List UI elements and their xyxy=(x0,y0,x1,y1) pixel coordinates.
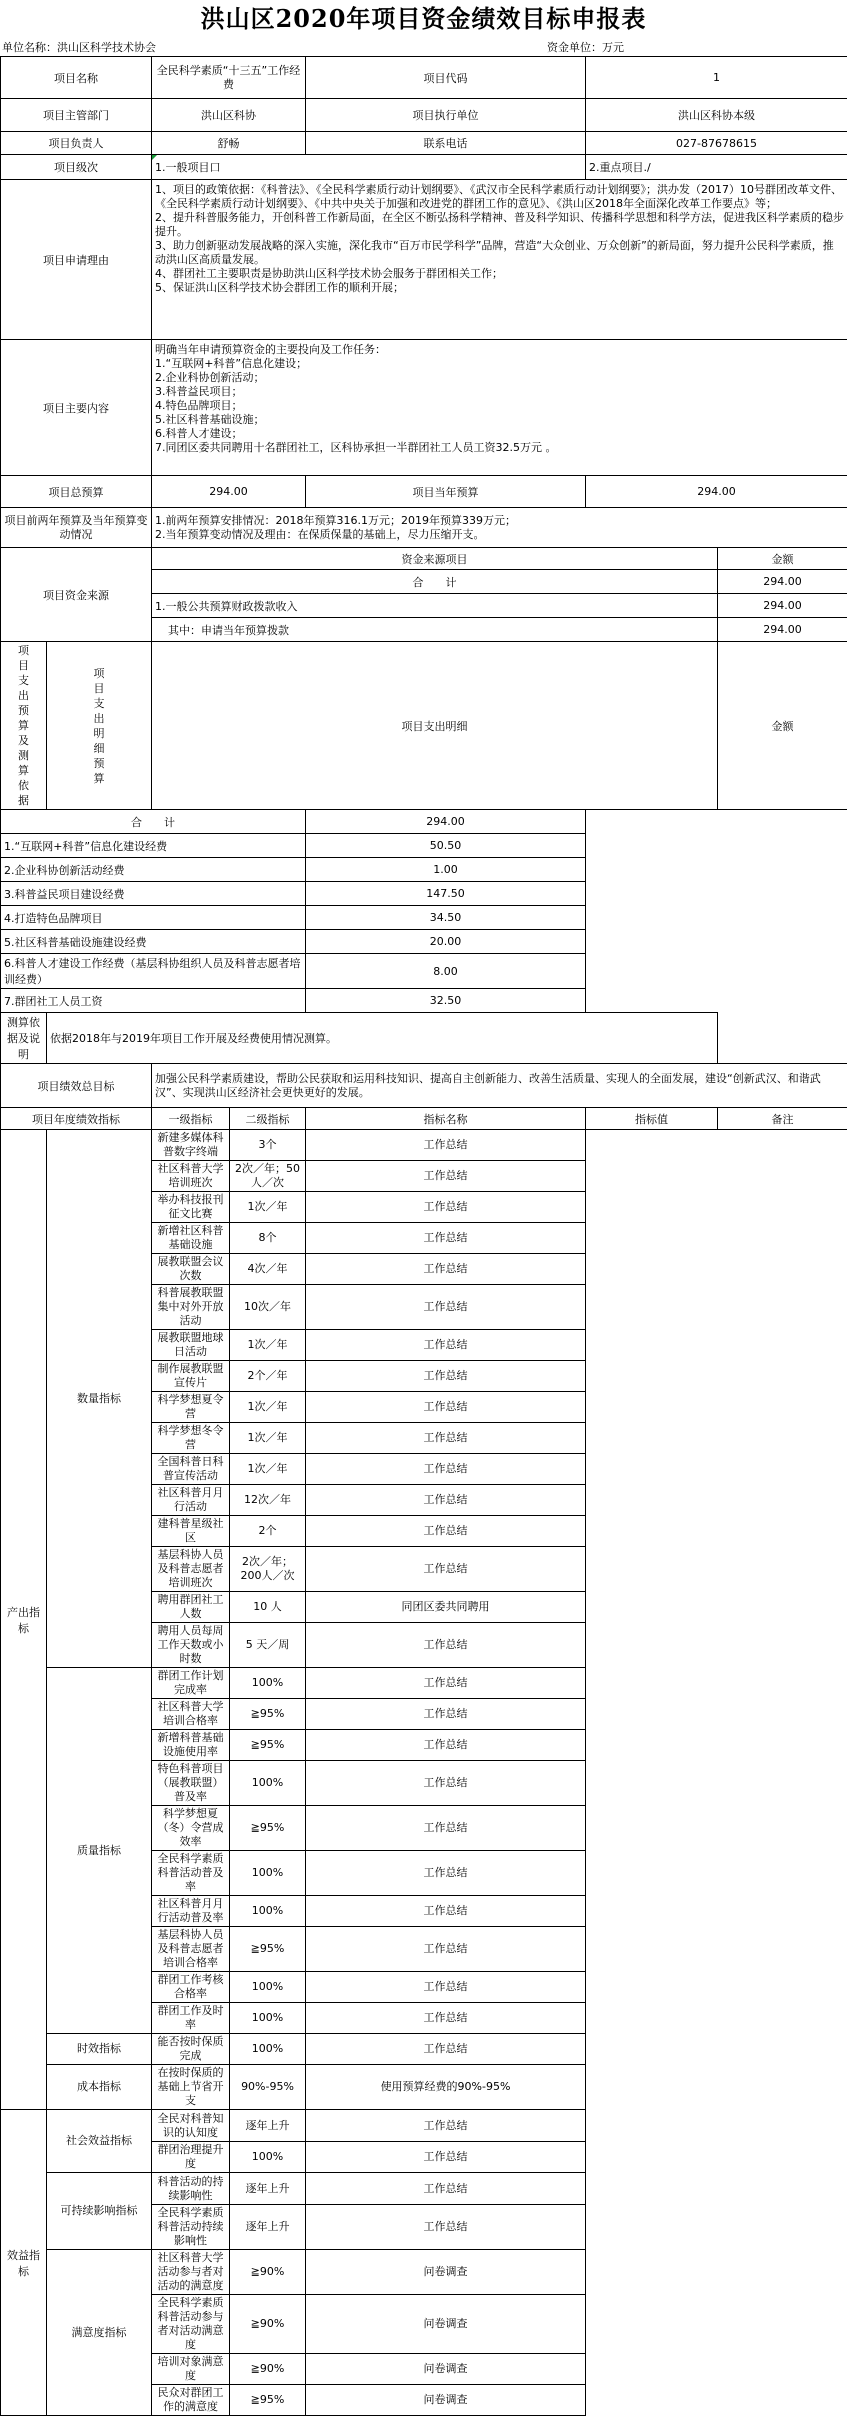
indicator-note: 工作总结 xyxy=(306,2142,586,2173)
indicator-name: 民众对群团工作的满意度 xyxy=(152,2385,230,2416)
indicator-name: 展教联盟地球日活动 xyxy=(152,1330,230,1361)
indicator-note: 工作总结 xyxy=(306,1761,586,1806)
header-note: 备注 xyxy=(718,1108,847,1130)
indicator-value: 1次／年 xyxy=(230,1192,306,1223)
indicator-note: 工作总结 xyxy=(306,1392,586,1423)
year-budget-label: 项目当年预算 xyxy=(306,476,586,508)
indicator-value: 1次／年 xyxy=(230,1330,306,1361)
indicator-name: 能否按时保质完成 xyxy=(152,2034,230,2065)
expense-row-item: 2.企业科协创新活动经费 xyxy=(1,858,306,882)
funding-col-amount: 金额 xyxy=(718,548,847,570)
indicator-note: 工作总结 xyxy=(306,2173,586,2205)
indicator-name: 群团工作考核合格率 xyxy=(152,1972,230,2003)
expense-row-item: 7.群团社工人员工资 xyxy=(1,989,306,1013)
indicator-value: 5 天／周 xyxy=(230,1623,306,1668)
basis-label: 测算依据及说明 xyxy=(1,1013,47,1064)
funding-row-item: 1.一般公共预算财政拨款收入 xyxy=(152,594,718,618)
indicator-name: 基层科协人员及科普志愿者培训班次 xyxy=(152,1547,230,1592)
goal-text: 加强公民科学素质建设，帮助公民获取和运用科技知识、提高自主创新能力、改善生活质量、实现人的全面发展，建设“创新武汉、和谐武汉”、实现洪山区经济社会更快更好的发展。 xyxy=(152,1064,847,1108)
indicator-note: 同团区委共同聘用 xyxy=(306,1592,586,1623)
level-option-general-text: 1.一般项目口 xyxy=(155,161,221,174)
indicator-name: 举办科技报刊征文比赛 xyxy=(152,1192,230,1223)
indicator-note: 工作总结 xyxy=(306,1161,586,1192)
indicator-name: 展教联盟会议次数 xyxy=(152,1254,230,1285)
indicator-value: 1次／年 xyxy=(230,1423,306,1454)
indicator-name: 新建多媒体科普数字终端 xyxy=(152,1130,230,1161)
unit-name: 单位名称：洪山区科学技术协会 xyxy=(2,39,156,55)
level2-quality: 质量指标 xyxy=(47,1668,152,2034)
funding-source-label: 项目资金来源 xyxy=(1,548,152,642)
expense-row-amount: 32.50 xyxy=(306,989,586,1013)
expense-row-amount: 1.00 xyxy=(306,858,586,882)
report-table xyxy=(0,56,847,2416)
indicator-note: 工作总结 xyxy=(306,1254,586,1285)
total-budget-label: 项目总预算 xyxy=(1,476,152,508)
content-text: 明确当年申请预算资金的主要投向及工作任务： 1.“互联网+科普”信息化建设； 2.企业科协创新活动； 3.科普益民项目； 4.特色品牌项目； 5.社区科普基础设施； 6.科普人才建设； 7.同团区委共同聘用十名群团社工，区科协承担一半群团社工人员工资32.5万元 。 xyxy=(152,340,847,476)
indicator-value: 逐年上升 xyxy=(230,2173,306,2205)
indicator-name: 社区科普大学培训合格率 xyxy=(152,1699,230,1730)
header-level1: 一级指标 xyxy=(152,1108,230,1130)
header-indicator-name: 指标名称 xyxy=(306,1108,586,1130)
indicator-note: 工作总结 xyxy=(306,1623,586,1668)
indicator-note: 工作总结 xyxy=(306,2205,586,2250)
expense-inner-label-text: 项 目 支 出 明 细 预 算 xyxy=(94,667,105,785)
expense-row-amount: 20.00 xyxy=(306,930,586,954)
expense-row-item: 4.打造特色品牌项目 xyxy=(1,906,306,930)
indicator-name: 培训对象满意度 xyxy=(152,2354,230,2385)
funding-row-item: 合 计 xyxy=(152,570,718,594)
header-indicator-value: 指标值 xyxy=(586,1108,718,1130)
goal-label: 项目绩效总目标 xyxy=(1,1064,152,1108)
expense-inner-label xyxy=(47,642,152,810)
indicator-value: 100% xyxy=(230,2142,306,2173)
indicator-name: 建科普星级社区 xyxy=(152,1516,230,1547)
expense-row-item: 1.“互联网+科普”信息化建设经费 xyxy=(1,834,306,858)
indicator-value: ≧95% xyxy=(230,2385,306,2416)
indicator-value: ≧95% xyxy=(230,1730,306,1761)
indicator-value: 3个 xyxy=(230,1130,306,1161)
indicator-value: ≧95% xyxy=(230,1927,306,1972)
indicator-value: 4次／年 xyxy=(230,1254,306,1285)
project-code-value: 1 xyxy=(586,57,847,99)
indicator-name: 社区科普月月行活动 xyxy=(152,1485,230,1516)
indicator-note: 工作总结 xyxy=(306,1699,586,1730)
indicator-value: ≧90% xyxy=(230,2295,306,2354)
indicator-name: 科学梦想夏令营 xyxy=(152,1392,230,1423)
indicator-note: 工作总结 xyxy=(306,1668,586,1699)
level2-quantity: 数量指标 xyxy=(47,1130,152,1668)
year-budget-value: 294.00 xyxy=(586,476,847,508)
expense-row-item: 合 计 xyxy=(1,810,306,834)
indicator-note: 工作总结 xyxy=(306,2034,586,2065)
expense-row-amount: 147.50 xyxy=(306,882,586,906)
indicator-name: 全民科学素质科普活动普及率 xyxy=(152,1851,230,1896)
indicator-name: 特色科普项目（展教联盟）普及率 xyxy=(152,1761,230,1806)
level-label: 项目级次 xyxy=(1,155,152,180)
unit-row xyxy=(0,38,847,56)
indicator-value: 2次／年；50人／次 xyxy=(230,1161,306,1192)
indicator-note: 工作总结 xyxy=(306,1972,586,2003)
level1-output: 产出指标 xyxy=(1,1130,47,2110)
funding-col-item: 资金来源项目 xyxy=(152,548,718,570)
indicator-value: 2个 xyxy=(230,1516,306,1547)
expense-row-item: 5.社区科普基础设施建设经费 xyxy=(1,930,306,954)
phone-value: 027-87678615 xyxy=(586,132,847,155)
reason-label: 项目申请理由 xyxy=(1,180,152,340)
level2-sustain: 可持续影响指标 xyxy=(47,2173,152,2250)
level2-timeliness: 时效指标 xyxy=(47,2034,152,2065)
header-level2: 二级指标 xyxy=(230,1108,306,1130)
indicator-value: 100% xyxy=(230,1896,306,1927)
indicator-value: 2次／年；200人／次 xyxy=(230,1547,306,1592)
indicator-name: 在按时保质的基础上节省开支 xyxy=(152,2065,230,2110)
indicator-name: 科普展教联盟集中对外开放活动 xyxy=(152,1285,230,1330)
indicator-name: 全民科学素质科普活动持续影响性 xyxy=(152,2205,230,2250)
project-name-label: 项目名称 xyxy=(1,57,152,99)
annual-label: 项目年度绩效指标 xyxy=(1,1108,152,1130)
indicator-name: 新增科普基础设施使用率 xyxy=(152,1730,230,1761)
indicator-note: 工作总结 xyxy=(306,1851,586,1896)
funding-row-amount: 294.00 xyxy=(718,570,847,594)
owner-value: 舒畅 xyxy=(152,132,306,155)
funding-row-amount: 294.00 xyxy=(718,618,847,642)
indicator-value: 10次／年 xyxy=(230,1285,306,1330)
indicator-note: 工作总结 xyxy=(306,1730,586,1761)
funding-row-amount: 294.00 xyxy=(718,594,847,618)
indicator-note: 工作总结 xyxy=(306,1896,586,1927)
expense-outer-label xyxy=(1,642,47,810)
indicator-value: 12次／年 xyxy=(230,1485,306,1516)
indicator-note: 工作总结 xyxy=(306,2003,586,2034)
basis-text: 依据2018年与2019年项目工作开展及经费使用情况测算。 xyxy=(47,1013,718,1064)
indicator-name: 社区科普月月行活动普及率 xyxy=(152,1896,230,1927)
level2-satisfaction: 满意度指标 xyxy=(47,2250,152,2416)
expense-row-item: 6.科普人才建设工作经费（基层科协组织人员及科普志愿者培训经费） xyxy=(1,954,306,989)
indicator-note: 问卷调查 xyxy=(306,2250,586,2295)
indicator-name: 群团工作及时率 xyxy=(152,2003,230,2034)
indicator-name: 制作展教联盟宣传片 xyxy=(152,1361,230,1392)
indicator-note: 工作总结 xyxy=(306,1806,586,1851)
indicator-name: 全民科学素质科普活动参与者对活动满意度 xyxy=(152,2295,230,2354)
indicator-name: 群团工作计划完成率 xyxy=(152,1668,230,1699)
expense-row-amount: 34.50 xyxy=(306,906,586,930)
indicator-name: 科学梦想夏（冬）令营成效率 xyxy=(152,1806,230,1851)
indicator-name: 聘用群团社工人数 xyxy=(152,1592,230,1623)
indicator-name: 科学梦想冬令营 xyxy=(152,1423,230,1454)
indicator-name: 基层科协人员及科普志愿者培训合格率 xyxy=(152,1927,230,1972)
phone-label: 联系电话 xyxy=(306,132,586,155)
indicator-value: 100% xyxy=(230,1761,306,1806)
indicator-value: ≧95% xyxy=(230,1699,306,1730)
expense-row-amount: 50.50 xyxy=(306,834,586,858)
budget-change-label: 项目前两年预算及当年预算变动情况 xyxy=(1,508,152,548)
indicator-value: 10 人 xyxy=(230,1592,306,1623)
indicator-value: 1次／年 xyxy=(230,1392,306,1423)
dept-value: 洪山区科协 xyxy=(152,99,306,132)
indicator-name: 社区科普大学活动参与者对活动的满意度 xyxy=(152,2250,230,2295)
total-budget-value: 294.00 xyxy=(152,476,306,508)
indicator-note: 使用预算经费的90%-95% xyxy=(306,2065,586,2110)
indicator-note: 工作总结 xyxy=(306,1485,586,1516)
cell-marker-icon xyxy=(152,155,157,160)
level-option-key-text: 2.重点项目./ xyxy=(589,161,651,174)
expense-row-amount: 8.00 xyxy=(306,954,586,989)
indicator-value: 8个 xyxy=(230,1223,306,1254)
indicator-note: 工作总结 xyxy=(306,1547,586,1592)
expense-row-item: 3.科普益民项目建设经费 xyxy=(1,882,306,906)
indicator-value: ≧90% xyxy=(230,2250,306,2295)
indicator-note: 工作总结 xyxy=(306,1130,586,1161)
dept-label: 项目主管部门 xyxy=(1,99,152,132)
expense-row-amount: 294.00 xyxy=(306,810,586,834)
level-option-key[interactable] xyxy=(586,155,847,180)
expense-outer-label-text: 项 目 支 出 预 算 及 测 算 依 据 xyxy=(18,644,29,807)
project-code-label: 项目代码 xyxy=(306,57,586,99)
reason-text: 1、项目的政策依据：《科普法》、《全民科学素质行动计划纲要》、《武汉市全民科学素质行动计划纲要》；洪办发（2017）10号群团改革文件、《全民科学素质行动计划纲要》、《中共中央关于加强和改进党的群团工作的意见》、《洪山区2018年全面深化改革工作要点》等； 2、提升科普服务能力，开创科普工作新局面，在全区不断弘扬科学精神、普及科学知识、传播科学思想和科学方法，促进我区科学素质的稳步提升。 3、助力创新驱动发展战略的深入实施，深化我市“百万市民学科学”品牌，营造“大众创业、万众创新”的新局面，努力提升公民科学素质，推动洪山区高质量发展。 4、群团社工主要职责是协助洪山区科学技术协会服务于群团相关工作； 5、保证洪山区科学技术协会群团工作的顺利开展； xyxy=(152,180,847,340)
project-name-value: 全民科学素质“十三五”工作经费 xyxy=(152,57,306,99)
indicator-note: 工作总结 xyxy=(306,1223,586,1254)
indicator-name: 全国科普日科普宣传活动 xyxy=(152,1454,230,1485)
indicator-value: 2个／年 xyxy=(230,1361,306,1392)
indicator-note: 工作总结 xyxy=(306,1927,586,1972)
exec-unit-value: 洪山区科协本级 xyxy=(586,99,847,132)
indicator-name: 新增社区科普基础设施 xyxy=(152,1223,230,1254)
indicator-value: ≧95% xyxy=(230,1806,306,1851)
indicator-note: 工作总结 xyxy=(306,1423,586,1454)
indicator-value: 100% xyxy=(230,1851,306,1896)
indicator-note: 问卷调查 xyxy=(306,2295,586,2354)
indicator-value: 1次／年 xyxy=(230,1454,306,1485)
content-label: 项目主要内容 xyxy=(1,340,152,476)
budget-change-text: 1.前两年预算安排情况：2018年预算316.1万元；2019年预算339万元； 2.当年预算变动情况及理由：在保质保量的基础上，尽力压缩开支。 xyxy=(152,508,847,548)
indicator-note: 工作总结 xyxy=(306,1361,586,1392)
level1-benefit: 效益指标 xyxy=(1,2110,47,2416)
indicator-note: 工作总结 xyxy=(306,1516,586,1547)
level2-social: 社会效益指标 xyxy=(47,2110,152,2173)
indicator-note: 工作总结 xyxy=(306,1330,586,1361)
indicator-value: 逐年上升 xyxy=(230,2205,306,2250)
indicator-note: 问卷调查 xyxy=(306,2385,586,2416)
indicator-value: 100% xyxy=(230,1668,306,1699)
form-title: 洪山区2020年项目资金绩效目标申报表 xyxy=(0,0,847,38)
indicator-name: 科普活动的持续影响性 xyxy=(152,2173,230,2205)
indicator-note: 工作总结 xyxy=(306,1192,586,1223)
indicator-name: 全民对科普知识的认知度 xyxy=(152,2110,230,2142)
level-option-general[interactable] xyxy=(152,155,586,180)
indicator-note: 工作总结 xyxy=(306,2110,586,2142)
expense-col-item: 项目支出明细 xyxy=(152,642,718,810)
indicator-note: 工作总结 xyxy=(306,1454,586,1485)
level2-cost: 成本指标 xyxy=(47,2065,152,2110)
indicator-note: 问卷调查 xyxy=(306,2354,586,2385)
indicator-name: 聘用人员每周工作天数或小时数 xyxy=(152,1623,230,1668)
indicator-value: 100% xyxy=(230,1972,306,2003)
funding-row-item: 其中：申请当年预算拨款 xyxy=(152,618,718,642)
expense-col-amount: 金额 xyxy=(718,642,847,810)
indicator-name: 社区科普大学培训班次 xyxy=(152,1161,230,1192)
exec-unit-label: 项目执行单位 xyxy=(306,99,586,132)
indicator-value: 100% xyxy=(230,2034,306,2065)
indicator-value: 逐年上升 xyxy=(230,2110,306,2142)
owner-label: 项目负责人 xyxy=(1,132,152,155)
indicator-value: 100% xyxy=(230,2003,306,2034)
indicator-value: ≧90% xyxy=(230,2354,306,2385)
indicator-note: 工作总结 xyxy=(306,1285,586,1330)
money-unit: 资金单位：万元 xyxy=(547,39,624,55)
indicator-value: 90%-95% xyxy=(230,2065,306,2110)
indicator-name: 群团治理提升度 xyxy=(152,2142,230,2173)
